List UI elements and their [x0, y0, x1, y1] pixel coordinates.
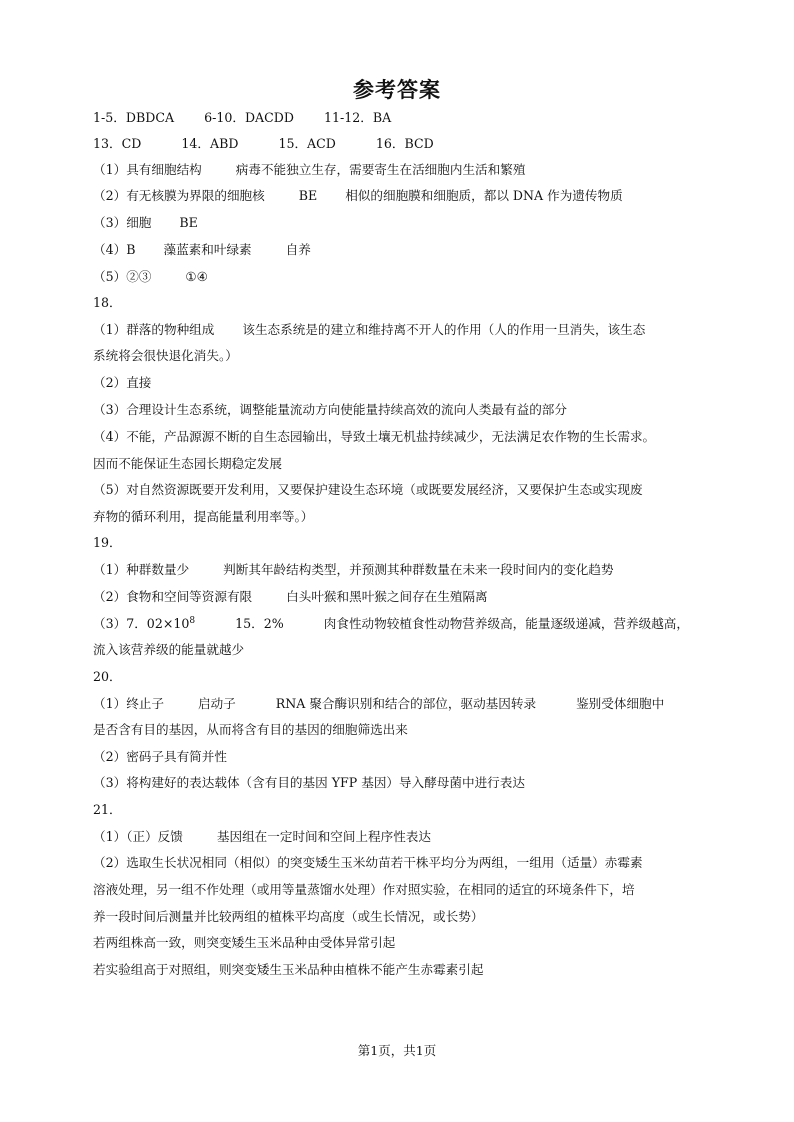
q17-part5-a: （5）②③ — [93, 269, 152, 284]
q18-part3: （3）合理设计生态系统，调整能量流动方向使能量持续高效的流向人类最有益的部分 — [93, 402, 567, 417]
q19-line-2 — [93, 588, 713, 606]
q18-part5-a: （5）对自然资源既要开发利用，又要保护建设生态环境（或既要发展经济，又要保护生态或实现废 — [93, 482, 643, 497]
q17-line-3 — [93, 214, 713, 232]
q20-label: 20． — [93, 669, 122, 684]
q20-part3: （3）将构建好的表达载体（含有目的基因 YFP 基因）导入酵母菌中进行表达 — [93, 775, 525, 790]
answer-13: 13．CD — [93, 136, 142, 151]
q18-line-4 — [93, 428, 713, 446]
q19-line-3-cont — [93, 641, 713, 659]
q17-part1-b: 病毒不能独立生存，需要寄生在活细胞内生活和繁殖 — [235, 162, 526, 177]
mc-answers-6-10: 6-10．DACDD — [204, 110, 294, 125]
q19-label: 19． — [93, 535, 122, 550]
q17-part4-c: 自养 — [285, 242, 311, 257]
q20-part1-e: 是否含有目的基因，从而将含有目的基因的细胞筛选出来 — [93, 722, 408, 737]
q18-part1-a: （1）群落的物种组成 — [93, 322, 215, 337]
q18-part1-b: 该生态系统是的建立和维持离不开人的作用（人的作用一旦消失，该生态 — [242, 322, 646, 337]
q17-part4-a: （4）B — [93, 242, 136, 257]
q18-part1-c: 系统将会很快退化消失。） — [93, 348, 238, 363]
q21-line-2 — [93, 854, 713, 872]
q18-line-4-cont — [93, 455, 713, 473]
q18-line-5 — [93, 481, 713, 499]
q19-part2-a: （2）食物和空间等资源有限 — [93, 589, 253, 604]
q20-part1-a: （1）终止子 — [93, 696, 164, 711]
q21-part3: 若两组株高一致，则突变矮生玉米品种由受体异常引起 — [93, 935, 396, 950]
q21-line-4 — [93, 961, 713, 979]
q17-part5-b: ①④ — [185, 269, 208, 284]
q18-part5-b: 弃物的循环利用，提高能量利用率等。） — [93, 509, 314, 524]
q21-number — [93, 801, 713, 819]
q17-part2-c: 相似的细胞膜和细胞质，都以 DNA 作为遗传物质 — [345, 188, 623, 203]
q18-line-5-cont — [93, 508, 713, 526]
page-footer: 第1页，共1页 — [357, 1043, 437, 1058]
q21-part4: 若实验组高于对照组，则突变矮生玉米品种由植株不能产生赤霉素引起 — [93, 962, 484, 977]
q20-part2: （2）密码子具有简并性 — [93, 749, 227, 764]
answer-14: 14．ABD — [181, 136, 239, 151]
q21-part1-a: （1）（正）反馈 — [93, 829, 183, 844]
mc-answers-1-5: 1-5．DBDCA — [93, 110, 175, 125]
q19-part1-a: （1）种群数量少 — [93, 562, 190, 577]
q20-part1-d: 鉴别受体细胞中 — [576, 696, 665, 711]
q21-line-1 — [93, 828, 713, 846]
q18-part2: （2）直接 — [93, 375, 152, 390]
q17-line-5 — [93, 268, 713, 286]
q19-part2-b: 白头叶猴和黑叶猴之间存在生殖隔离 — [286, 589, 488, 604]
q18-part4-b: 因而不能保证生态园长期稳定发展 — [93, 456, 282, 471]
q17-line-2 — [93, 187, 713, 205]
q21-part2-c: 养一段时间后测量并比较两组的植株平均高度（或生长情况，或长势） — [93, 909, 484, 924]
q20-line-3 — [93, 774, 713, 792]
q17-part2-b: BE — [298, 188, 318, 203]
mc-answers-line — [93, 109, 713, 127]
q20-line-1-cont — [93, 721, 713, 739]
q20-number — [93, 668, 713, 686]
q21-part2-b: 溶液处理，另一组不作处理（或用等量蒸馏水处理）作对照实验，在相同的适宜的环境条件下，培 — [93, 882, 635, 897]
q20-line-2 — [93, 748, 713, 766]
q18-line-2 — [93, 374, 713, 392]
q19-part3-d: 流入该营养级的能量就越少 — [93, 642, 245, 657]
answer-16: 16．BCD — [375, 136, 434, 151]
q17-part4-b: 藻蓝素和叶绿素 — [163, 242, 252, 257]
mc-answers-11-12: 11-12．BA — [323, 110, 392, 125]
q19-line-1 — [93, 561, 713, 579]
q19-part3-a — [93, 615, 195, 633]
q21-line-2-cont-1 — [93, 881, 713, 899]
answer-15: 15．ACD — [278, 136, 336, 151]
q18-label: 18． — [93, 295, 122, 310]
q19-part1-b: 判断其年龄结构类型，并预测其种群数量在未来一段时间内的变化趋势 — [223, 562, 614, 577]
q19-part3-exponent: 8 — [189, 615, 196, 626]
q20-line-1 — [93, 695, 713, 713]
q19-part3-value: （3）7．02×10 — [93, 616, 190, 631]
q20-part1-b: 启动子 — [197, 696, 236, 711]
q21-label: 21． — [93, 802, 122, 817]
q21-part1-b: 基因组在一定时间和空间上程序性表达 — [216, 829, 431, 844]
page-title: 参考答案 — [353, 78, 441, 102]
q18-number — [93, 294, 713, 312]
q17-line-4 — [93, 241, 713, 259]
q21-line-2-cont-2 — [93, 908, 713, 926]
q17-part2-a: （2）有无核膜为界限的细胞核 — [93, 188, 265, 203]
q20-part1-c: RNA 聚合酶识别和结合的部位，驱动基因转录 — [275, 696, 537, 711]
multi-answers-line — [93, 135, 713, 153]
q21-part2-a: （2）选取生长状况相同（相似）的突变矮生玉米幼苗若干株平均分为两组，一组用（适量）赤霉素 — [93, 855, 643, 870]
q19-part3-c: 肉食性动物较植食性动物营养级高，能量逐级递减，营养级越高， — [323, 616, 689, 631]
q21-line-3 — [93, 934, 713, 952]
q17-part1-a: （1）具有细胞结构 — [93, 162, 202, 177]
q19-number — [93, 534, 713, 552]
q18-line-1-cont — [93, 347, 713, 365]
q18-part4-a: （4）不能，产品源源不断的自生态园输出，导致土壤无机盐持续减少，无法满足农作物的生长需求。 — [93, 429, 656, 444]
q17-part3-a: （3）细胞 — [93, 215, 152, 230]
q19-line-3 — [93, 615, 713, 633]
q18-line-3 — [93, 401, 713, 419]
q17-part3-b: BE — [179, 215, 198, 230]
q18-line-1 — [93, 321, 713, 339]
q17-line-1 — [93, 161, 713, 179]
q19-part3-b: 15．2% — [235, 616, 284, 631]
